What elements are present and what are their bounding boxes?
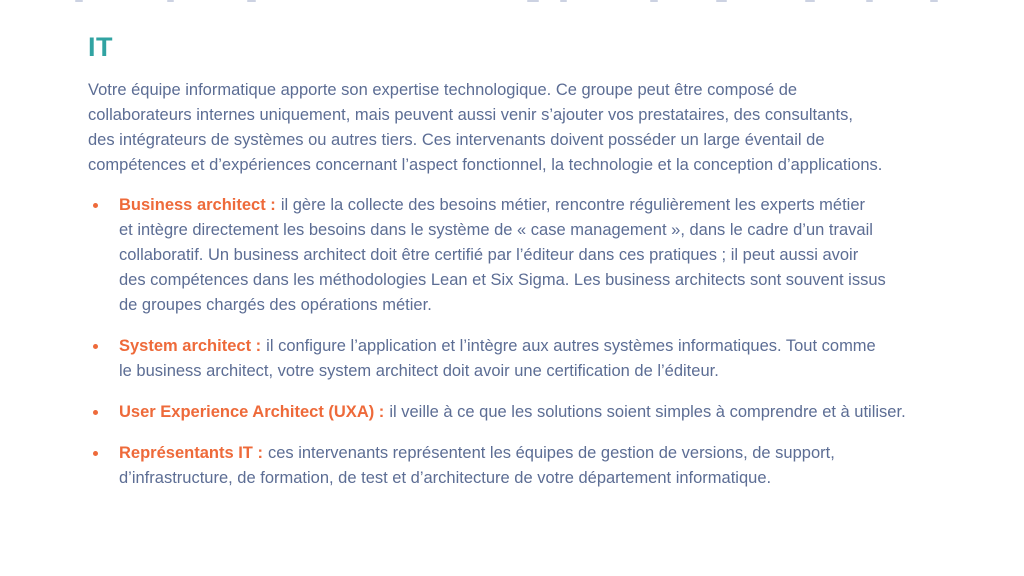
- page-title: IT: [88, 32, 113, 62]
- intro-line: collaborateurs internes uniquement, mais peuvent aussi venir s’ajouter vos prestataires, des consultants,: [88, 106, 853, 124]
- bullet-text: ces intervenants représentent les équipes de gestion de versions, de support,: [267, 444, 835, 462]
- bullet-icon: [93, 451, 98, 456]
- list-item-representants-it: [88, 441, 1018, 491]
- bullet-lead: Business architect :: [119, 196, 276, 214]
- list-item-business-architect: [88, 193, 1018, 318]
- intro-paragraph: [88, 78, 1018, 178]
- intro-line: compétences et d’expériences concernant l’aspect fonctionnel, la technologie et la conception d’applications.: [88, 156, 883, 174]
- cropped-text-remnants: [0, 0, 1024, 3]
- list-item-uxa: [88, 400, 1018, 425]
- bullet-icon: [93, 344, 98, 349]
- content-area: [88, 33, 1018, 491]
- bullet-first-line: [119, 400, 1018, 425]
- bullet-line: de groupes chargés des opérations métier.: [119, 296, 432, 314]
- intro-line: des intégrateurs de systèmes ou autres tiers. Ces intervenants doivent posséder un large éventail de: [88, 131, 825, 149]
- bullet-first-line: [119, 193, 1018, 218]
- bullet-line: collaboratif. Un business architect doit être certifié par l’éditeur dans ces pratiques ; il peut aussi avoir: [119, 246, 859, 264]
- bullet-text: il veille à ce que les solutions soient simples à comprendre et à utiliser.: [389, 403, 906, 421]
- bullet-first-line: [119, 334, 1018, 359]
- bullet-line: et intègre directement les besoins dans le système de « case management », dans le cadre d’un travail: [119, 221, 873, 239]
- intro-line: Votre équipe informatique apporte son expertise technologique. Ce groupe peut être composé de: [88, 81, 798, 99]
- bullet-lead: System architect :: [119, 337, 262, 355]
- bullet-text: il gère la collecte des besoins métier, rencontre régulièrement les experts métier: [280, 196, 866, 214]
- bullet-lead: User Experience Architect (UXA) :: [119, 403, 385, 421]
- bullet-lead: Représentants IT :: [119, 444, 263, 462]
- list-item-system-architect: [88, 334, 1018, 384]
- bullet-line: des compétences dans les méthodologies Lean et Six Sigma. Les business architects sont souvent issus: [119, 271, 886, 289]
- bullet-line: d’infrastructure, de formation, de test et d’architecture de votre département informatique.: [119, 469, 772, 487]
- bullet-icon: [93, 203, 98, 208]
- bullet-first-line: [119, 441, 1018, 466]
- bullet-icon: [93, 410, 98, 415]
- bullet-list: [88, 193, 1018, 491]
- bullet-line: le business architect, votre system architect doit avoir une certification de l’éditeur.: [119, 362, 719, 380]
- bullet-text: il configure l’application et l’intègre aux autres systèmes informatiques. Tout comme: [266, 337, 876, 355]
